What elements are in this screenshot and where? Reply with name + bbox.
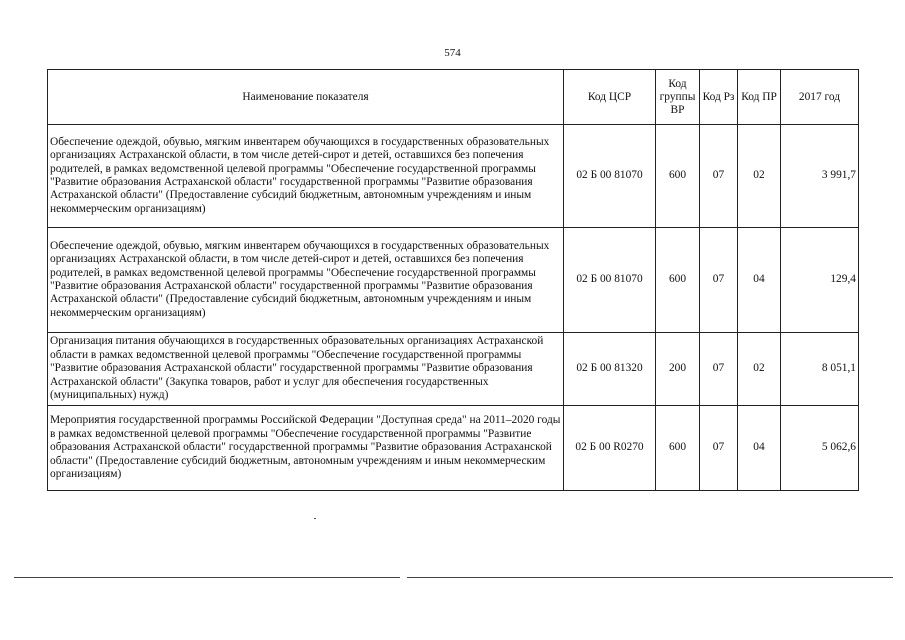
row-pr: 02	[738, 125, 781, 228]
header-year: 2017 год	[781, 70, 859, 125]
header-name: Наименование показателя	[48, 70, 564, 125]
row-name: Организация питания обучающихся в государственных образовательных организациях Астраханской области в рамках ведомственной целевой программы "Обеспечение государственной программы "Развитие образования Астраханской области" государственной программы "Развитие образования Астраханской области" (Закупка товаров, работ и услуг для обеспечения государственных (муниципальных) нужд)	[48, 333, 564, 406]
header-vr: Код группы ВР	[656, 70, 700, 125]
row-amount: 3 991,7	[781, 125, 859, 228]
row-vr: 600	[656, 406, 700, 491]
header-csr: Код ЦСР	[564, 70, 656, 125]
header-rz: Код Рз	[700, 70, 738, 125]
row-name: Мероприятия государственной программы Российской Федерации "Доступная среда" на 2011–2020 годы в рамках ведомственной целевой программы "Обеспечение государственной программы "Развитие образования Астраханской области" государственной программы "Развитие образования Астраханской области" (Предоставление субсидий бюджетным, автономным учреждениям и иным некоммерческим организациям)	[48, 406, 564, 491]
table-row	[48, 125, 859, 228]
row-csr: 02 Б 00 81070	[564, 228, 656, 333]
page-number: 574	[444, 47, 461, 59]
table-row	[48, 406, 859, 491]
row-rz: 07	[700, 333, 738, 406]
row-pr: 04	[738, 228, 781, 333]
footer-rule-left	[14, 577, 400, 578]
row-rz: 07	[700, 125, 738, 228]
row-name: Обеспечение одеждой, обувью, мягким инвентарем обучающихся в государственных образовательных организациях Астраханской области, в том числе детей-сирот и детей, оставшихся без попечения родителей, в рамках ведомственной целевой программы "Обеспечение государственной программы "Развитие образования Астраханской области" государственной программы "Развитие образования Астраханской области" (Предоставление субсидий бюджетным, автономным учреждениям и иным некоммерческим организациям)	[48, 125, 564, 228]
row-vr: 200	[656, 333, 700, 406]
row-pr: 02	[738, 333, 781, 406]
row-vr: 600	[656, 228, 700, 333]
scan-speck	[314, 518, 316, 519]
row-rz: 07	[700, 406, 738, 491]
row-csr: 02 Б 00 R0270	[564, 406, 656, 491]
row-amount: 5 062,6	[781, 406, 859, 491]
row-csr: 02 Б 00 81320	[564, 333, 656, 406]
table-row	[48, 333, 859, 406]
table-row	[48, 228, 859, 333]
row-vr: 600	[656, 125, 700, 228]
row-amount: 8 051,1	[781, 333, 859, 406]
footer-rule-right	[407, 577, 893, 578]
header-pr: Код ПР	[738, 70, 781, 125]
row-name: Обеспечение одеждой, обувью, мягким инвентарем обучающихся в государственных образовательных организациях Астраханской области, в том числе детей-сирот и детей, оставшихся без попечения родителей, в рамках ведомственной целевой программы "Обеспечение государственной программы "Развитие образования Астраханской области" государственной программы "Развитие образования Астраханской области" (Предоставление субсидий бюджетным, автономным учреждениям и иным некоммерческим организациям)	[48, 228, 564, 333]
budget-table	[47, 69, 859, 491]
row-pr: 04	[738, 406, 781, 491]
row-amount: 129,4	[781, 228, 859, 333]
row-rz: 07	[700, 228, 738, 333]
table-header-row	[48, 70, 859, 125]
row-csr: 02 Б 00 81070	[564, 125, 656, 228]
